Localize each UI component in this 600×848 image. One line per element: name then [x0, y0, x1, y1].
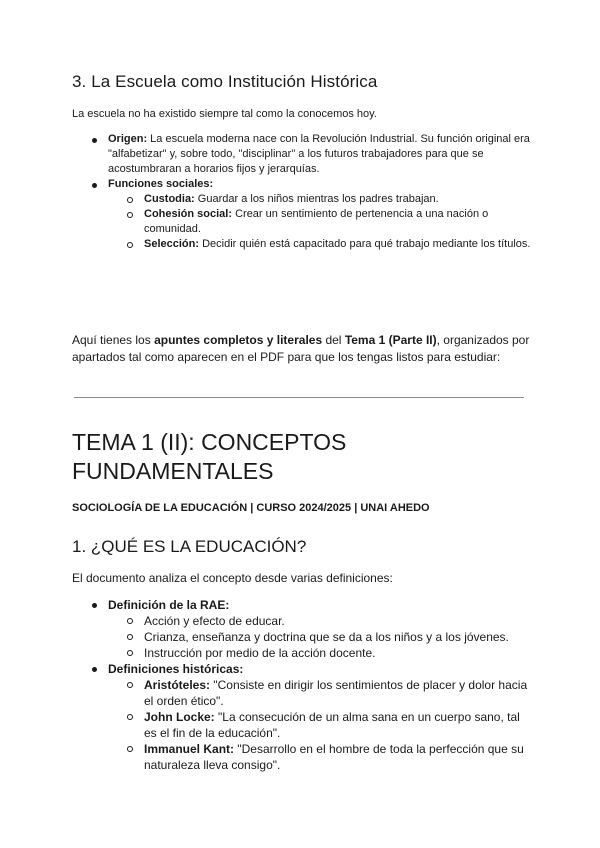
section-3-list [72, 132, 532, 252]
item-label: Definiciones históricas: [108, 662, 244, 676]
subitem-label: Aristóteles: [144, 678, 211, 692]
subitem-custodia [108, 192, 532, 207]
list-item-origen [72, 132, 532, 177]
subitem-rae-1: Acción y efecto de educar. [108, 613, 532, 629]
section-1-list [72, 597, 532, 773]
subitem-john-locke [108, 709, 532, 741]
item-label: Funciones sociales: [108, 178, 214, 190]
notes-intro-bold-2: Tema 1 (Parte II) [344, 333, 437, 347]
subitem-text: "Consiste en dirigir los sentimientos de placer y dolor hacia el orden ético". [144, 678, 528, 708]
subitem-label: Cohesión social: [144, 208, 233, 220]
subitem-aristoteles [108, 677, 532, 709]
sublist-historicas [108, 677, 532, 773]
subitem-text: "La consecución de un alma sana en un cuerpo sano, tal es el fin de la educación". [144, 710, 520, 740]
section-1-heading: 1. ¿QUÉ ES LA EDUCACIÓN? [72, 537, 307, 556]
horizontal-divider [74, 397, 524, 398]
item-text: La escuela moderna nace con la Revolución Industrial. Su función original era "alfabetizar" y, sobre todo, "disciplinar" a los futuros trabajadores para que se acostumbraran a horarios fijos y jerarquías. [108, 133, 530, 175]
tema-title: TEMA 1 (II): CONCEPTOS FUNDAMENTALES [72, 429, 347, 484]
subitem-label: Custodia: [144, 193, 195, 205]
subitem-text: "Desarrollo en el hombre de toda la perfección que su naturaleza lleva consigo". [144, 742, 524, 772]
notes-intro-text-3: , organizados por apartados tal como aparecen en el PDF para que los tengas listos para estudiar: [72, 333, 530, 364]
subitem-text: Decidir quién está capacitado para qué trabajo mediante los títulos. [199, 238, 531, 250]
list-item-funciones-sociales [72, 177, 532, 252]
sublist-rae [108, 613, 532, 661]
notes-intro-bold-1: apuntes completos y literales [154, 333, 323, 347]
list-item-definiciones-historicas [72, 661, 532, 773]
subitem-label: John Locke: [144, 710, 215, 724]
subitem-label: Selección: [144, 238, 200, 250]
notes-intro-text-2: del [322, 333, 345, 347]
subitem-rae-2: Crianza, enseñanza y doctrina que se da a los niños y a los jóvenes. [108, 629, 532, 645]
section-3-heading: 3. La Escuela como Institución Histórica [72, 72, 378, 91]
notes-intro-text-1: Aquí tienes los [72, 333, 155, 347]
section-3-intro: La escuela no ha existido siempre tal como la conocemos hoy. [72, 108, 377, 120]
subitem-seleccion [108, 237, 532, 252]
item-label: Origen: [108, 133, 148, 145]
section-1-intro: El documento analiza el concepto desde varias definiciones: [72, 571, 393, 585]
item-label: Definición de la RAE: [108, 598, 230, 612]
subitem-text: Guardar a los niños mientras los padres trabajan. [194, 193, 439, 205]
list-item-definicion-rae [72, 597, 532, 661]
subitem-text: Crear un sentimiento de pertenencia a una nación o comunidad. [144, 208, 489, 235]
subitem-label: Immanuel Kant: [144, 742, 235, 756]
sublist-funciones [108, 192, 532, 252]
subitem-cohesion-social [108, 207, 532, 237]
subitem-rae-3: Instrucción por medio de la acción docente. [108, 645, 532, 661]
tema-subtitle: SOCIOLOGÍA DE LA EDUCACIÓN | CURSO 2024/2025 | UNAI AHEDO [72, 502, 430, 514]
subitem-immanuel-kant [108, 741, 532, 773]
notes-intro-paragraph [72, 332, 532, 366]
